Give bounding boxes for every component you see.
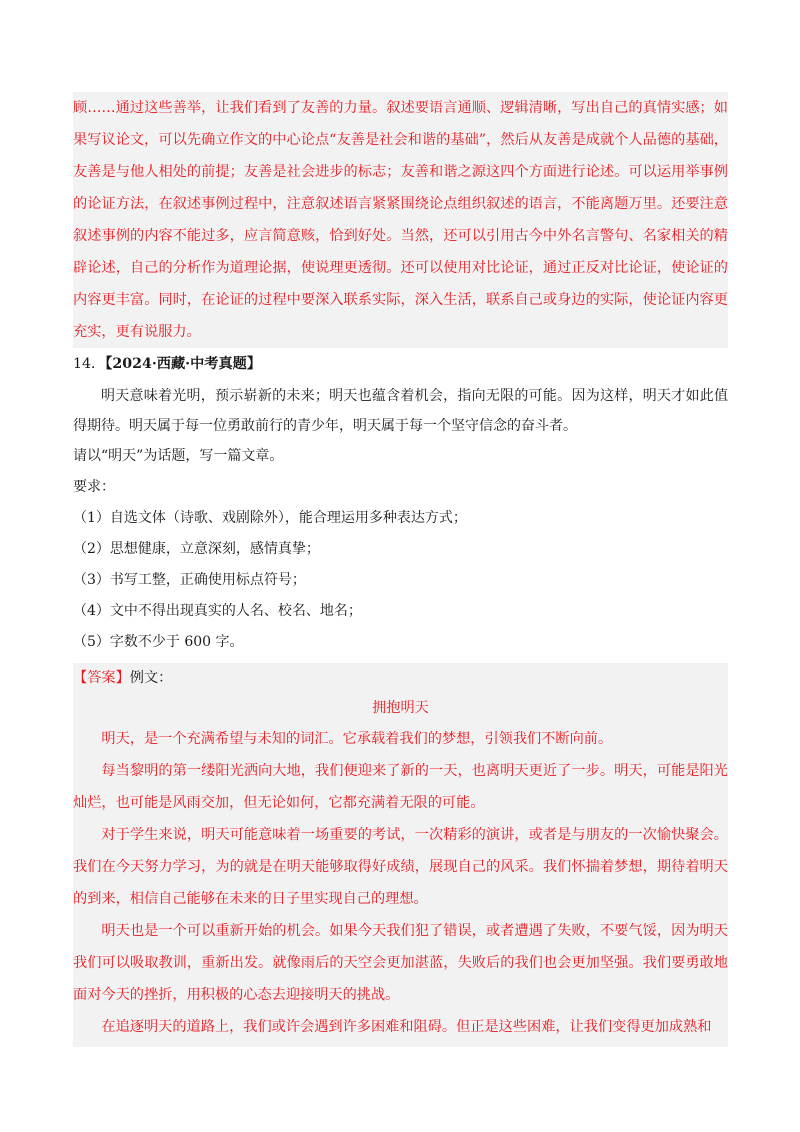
requirement-item: （2）思想健康，立意深刻，感情真挚； xyxy=(73,541,320,557)
question-number: 14． xyxy=(73,356,106,372)
essay-paragraph: 每当黎明的第一缕阳光洒向大地，我们便迎来了新的一天，也离明天更近了一步。明天，可能是阳光灿烂，也可能是风雨交加，但无论如何，它都充满着无限的可能。 xyxy=(73,763,728,811)
requirement-item: （5）字数不少于 600 字。 xyxy=(73,634,244,650)
essay-paragraph: 明天也是一个可以重新开始的机会。如果今天我们犯了错误，或者遭遇了失败，不要气馁，因为明天我们可以吸取教训，重新出发。就像雨后的天空会更加湛蓝，失败后的我们也会更加坚强。我们要勇敢地面对今天的挫折，用积极的心态去迎接明天的挑战。 xyxy=(73,923,728,1003)
requirement-item: （3）书写工整，正确使用标点符号； xyxy=(73,572,306,588)
answer-label-line xyxy=(73,663,728,693)
answer-label-suffix: 例文： xyxy=(129,670,173,686)
requirement-item: （1）自选文体（诗歌、戏剧除外），能合理运用多种表达方式； xyxy=(73,510,467,526)
essay-paragraph: 明天，是一个充满希望与未知的词汇。它承载着我们的梦想，引领我们不断向前。 xyxy=(101,731,613,747)
essay-paragraph: 对于学生来说，明天可能意味着一场重要的考试，一次精彩的演讲，或者是与朋友的一次愉快聚会。我们在今天努力学习，为的就是在明天能够取得好成绩，展现自己的风采。我们怀揣着梦想，期待着明天的到来，相信自己能够在未来的日子里实现自己的理想。 xyxy=(73,827,728,907)
essay-title: 拥抱明天 xyxy=(372,700,429,716)
document-page xyxy=(73,92,728,1047)
question-14 xyxy=(73,351,728,658)
requirements-label: 要求： xyxy=(73,479,115,495)
previous-answer-text: 顾……通过这些善举，让我们看到了友善的力量。叙述要语言通顺、逻辑清晰，写出自己的真情实感；如果写议论文，可以先确立作文的中心论点“友善是社会和谐的基础”，然后从友善是成就个人品德的基础，友善是与他人相处的前提；友善是社会进步的标志；友善和谐之源这四个方面进行论述。可以运用举事例的论证方法，在叙述事例过程中，注意叙述语言紧紧围绕论点组织叙述的语言，不能离题万里。还要注意叙述事例的内容不能过多，应言简意赅，恰到好处。当然，还可以引用古今中外名言警句、名家相关的精辟论述，自己的分析作为道理论据，使说理更透彻。还可以使用对比论证，通过正反对比论证，使论证的内容更丰富。同时，在论证的过程中要深入联系实际，深入生活，联系自己或身边的实际，使论证内容更充实，更有说服力。 xyxy=(73,100,728,340)
question-material: 明天意味着光明，预示崭新的未来；明天也蕴含着机会，指向无限的可能。因为这样，明天才如此值得期待。明天属于每一位勇敢前行的青少年，明天属于每一个坚守信念的奋斗者。 xyxy=(73,388,728,434)
requirement-item: （4）文中不得出现真实的人名、校名、地名； xyxy=(73,603,362,619)
question-task: 请以“明天”为话题，写一篇文章。 xyxy=(73,448,284,464)
previous-answer-block xyxy=(73,92,728,348)
essay-paragraph: 在追逐明天的道路上，我们或许会遇到许多困难和阻碍。但正是这些困难，让我们变得更加成熟和 xyxy=(101,1019,712,1035)
question-header xyxy=(73,351,728,377)
question-source: 【2024·西藏·中考真题】 xyxy=(105,356,262,372)
answer-block xyxy=(73,663,728,1047)
answer-label: 【答案】 xyxy=(73,670,130,686)
